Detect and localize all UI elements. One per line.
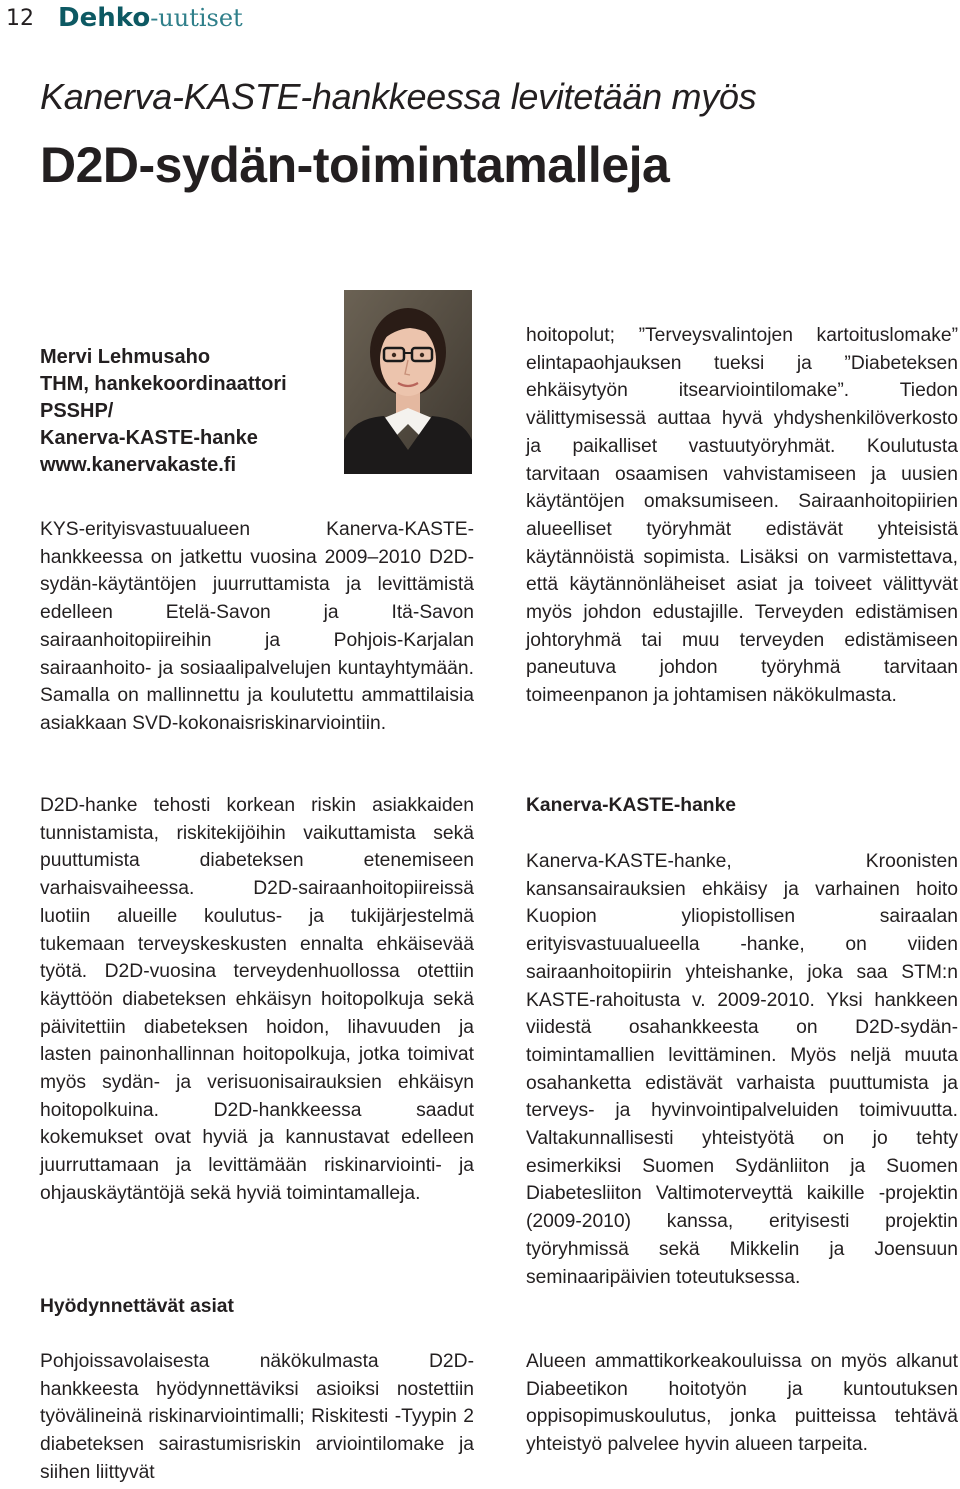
magazine-title (58, 2, 243, 33)
right-paragraph-1 (526, 322, 958, 710)
right-paragraph-3 (526, 1348, 958, 1459)
paragraph-text: Pohjoissavolaisesta näkökulmasta D2D-hankkeesta hyödynnettäviksi asioiksi nostettiin työvälineinä riskinarviointimalli; Riskitesti -Tyypin 2 diabeteksen sairastumisriskin arviointilomake ja siihen liittyvät (40, 1351, 474, 1483)
right-subheading (526, 792, 958, 820)
subheading-kanerva-kaste: Kanerva-KASTE-hanke (526, 795, 737, 816)
subheading-hyodynnettavat: Hyödynnettävät asiat (40, 1296, 234, 1317)
author-website: www.kanervakaste.fi (40, 454, 237, 476)
paragraph-text: D2D-hanke tehosti korkean riskin asiakkaiden tunnistamista, riskitekijöihin vaikuttamista sekä puuttumista diabeteksen etenemiseen varhaisvaiheessa. D2D-sairaanhoitopiireissä luotiin alueille koulutus- ja tukijärjestelmä tukemaan terveyskeskusten ennalta ehkäisevää työtä. D2D-vuosina terveydenhuollossa otettiin käyttöön diabeteksen ehkäisyn hoitopolkuja sekä päivitettiin diabeteksen hoidon, lihavuuden ja lasten painonhallinnan hoitopolkuja, jotka toimivat myös sydän- ja verisuonisairauksien ehkäisyn hoitopolkuina. D2D-hankkeessa saadut kokemukset ovat hyviä ja kannustavat edelleen juurruttamaan ja levittämään riskinarviointi- ja ohjauskäytäntöjä sekä hyviä toimintamalleja. (40, 795, 474, 1204)
author-project: Kanerva-KASTE-hanke (40, 427, 258, 449)
right-paragraph-2 (526, 848, 958, 1291)
paragraph-text: Kanerva-KASTE-hanke, Kroonisten kansansairauksien ehkäisy ja varhainen hoito Kuopion yliopistollisen sairaalan erityisvastuualueella -hanke, on viiden sairaanhoitopiirin yhteishanke, joka saa STM:n KASTE-rahoitusta v. 2009-2010. Yksi hankkeen viidestä osahankkeesta on D2D-sydän-toimintamallien levittäminen. Myös neljä muuta osahanketta edistävät varhaista puuttumista ja terveys- ja hyvinvointipalveluiden toimivuutta. Valtakunnallisesti yhteistyötä on jo tehty esimerkiksi Suomen Sydänliiton ja Suomen Diabetesliiton Valtimoterveyttä kaikille -projektin (2009-2010) kanssa, erityisesti projektin työryhmissä sekä Mikkelin ja Joensuun seminaaripäivien toteutuksessa. (526, 851, 958, 1288)
left-subheading (40, 1293, 474, 1321)
author-title: THM, hankekoordinaattori (40, 373, 287, 395)
author-name: Mervi Lehmusaho (40, 346, 211, 368)
page-header (0, 0, 960, 40)
left-paragraph-2 (40, 792, 474, 1208)
paragraph-text: Alueen ammattikorkeakouluissa on myös alkanut Diabeetikon hoitotyön ja kuntoutuksen oppisopimuskoulutus, jonka puitteissa tehtävä yhteistyö palvelee hyvin alueen tarpeita. (526, 1351, 958, 1456)
author-info (40, 344, 287, 479)
paragraph-text: hoitopolut; ”Terveysvalintojen kartoituslomake” elintapaohjauksen tueksi ja ”Diabeteksen ehkäisytyön itsearviointilomake”. Tiedon välittymisessä auttaa hyvä yhdyshenkilöverkosto ja paikalliset vastuutyöryhmät. Koulutusta tarvitaan osaamisen vahvistamiseen ja uusien käytäntöjen omaksumiseen. Sairaanhoitopiirien alueelliset työryhmät edistävät yhteisistä käytännöistä sopimista. Lisäksi on varmistettava, että käytännönläheiset asiat ja toiveet välittyvät myös johdon edustajille. Terveyden edistämisen johtoryhmä tai muu terveyden edistämiseen paneutuva johdon työryhmä tarvitaan toimeenpanon ja johtamisen näkökulmasta. (526, 325, 958, 707)
author-org: PSSHP/ (40, 400, 114, 422)
author-portrait (344, 290, 472, 474)
magazine-brand: Dehko (58, 3, 151, 33)
headline-line-2: D2D-sydän-toimintamalleja (40, 137, 670, 193)
headline-line-1: Kanerva-KASTE-hankkeessa levitetään myös (40, 76, 757, 117)
left-paragraph-1 (40, 516, 474, 738)
page-number: 12 (6, 6, 34, 31)
magazine-suffix: -uutiset (150, 4, 243, 32)
paragraph-text: KYS-erityisvastuualueen Kanerva-KASTE-hankkeessa on jatkettu vuosina 2009–2010 D2D-sydän-käytäntöjen juurruttamista ja levittämistä edelleen Etelä-Savon ja Itä-Savon sairaanhoitopiireihin ja Pohjois-Karjalan sairaanhoito- ja sosiaalipalvelujen kuntayhtymään. Samalla on mallinnettu ja koulutettu ammattilaisia asiakkaan SVD-kokonaisriskinarviointiin. (40, 519, 474, 734)
portrait-illustration (344, 290, 472, 474)
left-paragraph-3 (40, 1348, 474, 1487)
